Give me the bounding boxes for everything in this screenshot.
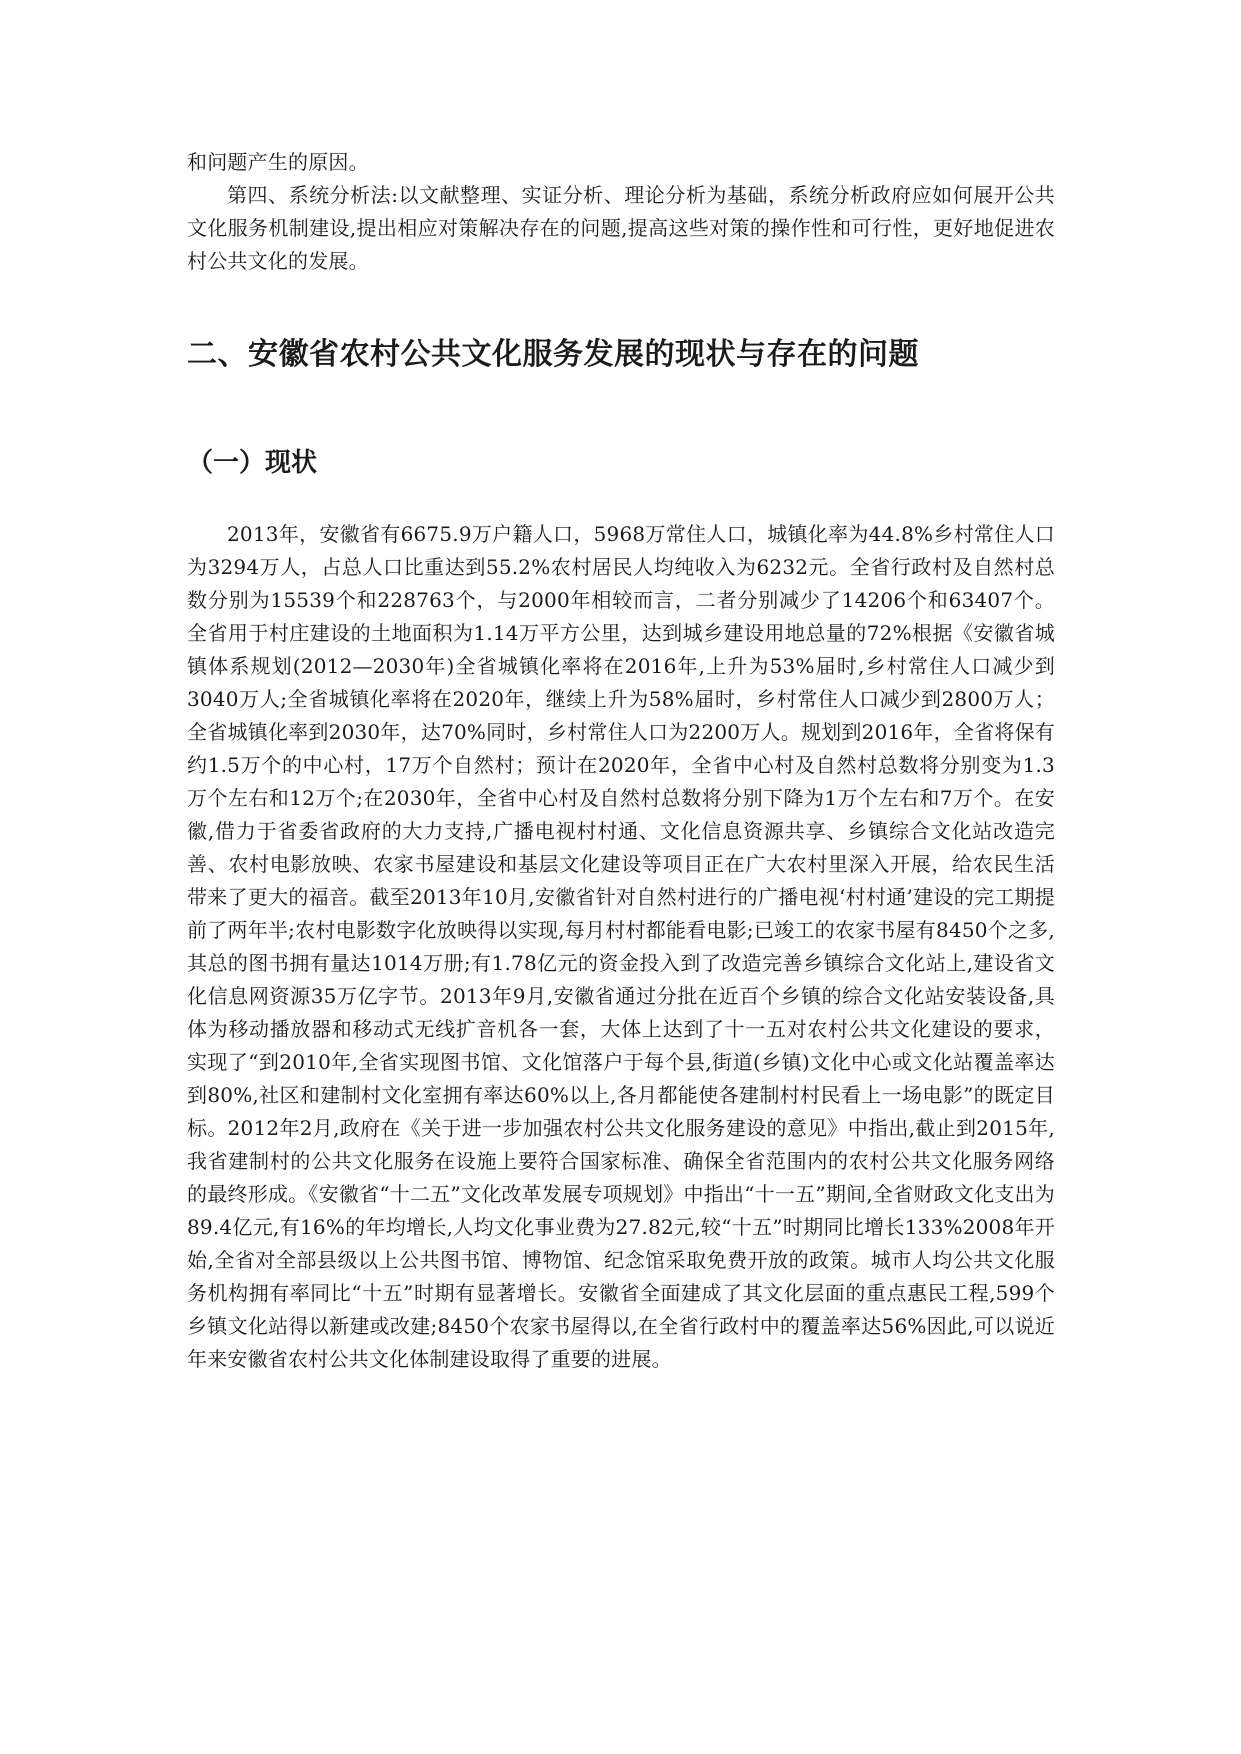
section-heading: 二、安徽省农村公共文化服务发展的现状与存在的问题: [187, 337, 919, 372]
intro-text: [187, 146, 1055, 278]
paragraph-method-four: 第四、系统分析法:以文献整理、实证分析、理论分析为基础，系统分析政府应如何展开公共文化服务机制建设,提出相应对策解决存在的问题,提高这些对策的操作性和可行性，更好地促进农村公共文化的发展。: [187, 183, 1055, 273]
paragraph-continuation: 和问题产生的原因。: [187, 150, 369, 174]
subsection-heading: （一）现状: [187, 448, 318, 478]
body-text: [187, 518, 1055, 1376]
paragraph-current-status: 2013年，安徽省有6675.9万户籍人口，5968万常住人口，城镇化率为44.8%乡村常住人口为3294万人，占总人口比重达到55.2%农村居民人均纯收入为6232元。全省行政村及自然村总数分别为15539个和228763个，与2000年相较而言，二者分别减少了14206个和63407个。全省用于村庄建设的土地面积为1.14万平方公里，达到城乡建设用地总量的72%根据《安徽省城镇体系规划(2012—2030年)全省城镇化率将在2016年,上升为53%届时,乡村常住人口减少到3040万人;全省城镇化率将在2020年，继续上升为58%届时，乡村常住人口减少到2800万人；全省城镇化率到2030年，达70%同时，乡村常住人口为2200万人。规划到2016年，全省将保有约1.5万个的中心村，17万个自然村；预计在2020年，全省中心村及自然村总数将分别变为1.3万个左右和12万个;在2030年，全省中心村及自然村总数将分别下降为1万个左右和7万个。在安徽,借力于省委省政府的大力支持,广播电视村村通、文化信息资源共享、乡镇综合文化站改造完善、农村电影放映、农家书屋建设和基层文化建设等项目正在广大农村里深入开展，给农民生活带来了更大的福音。截至2013年10月,安徽省针对自然村进行的广播电视‘村村通’建设的完工期提前了两年半;农村电影数字化放映得以实现,每月村村都能看电影;已竣工的农家书屋有8450个之多,其总的图书拥有量达1014万册;有1.78亿元的资金投入到了改造完善乡镇综合文化站上,建设省文化信息网资源35万亿字节。2013年9月,安徽省通过分批在近百个乡镇的综合文化站安装设备,具体为移动播放器和移动式无线扩音机各一套，大体上达到了十一五对农村公共文化建设的要求，实现了“到2010年,全省实现图书馆、文化馆落户于每个县,街道(乡镇)文化中心或文化站覆盖率达到80%,社区和建制村文化室拥有率达60%以上,各月都能使各建制村村民看上一场电影”的既定目标。2012年2月,政府在《关于进一步加强农村公共文化服务建设的意见》中指出,截止到2015年,我省建制村的公共文化服务在设施上要符合国家标准、确保全省范围内的农村公共文化服务网络的最终形成。《安徽省“十二五”文化改革发展专项规划》中指出“十一五”期间,全省财政文化支出为89.4亿元,有16%的年均增长,人均文化事业费为27.82元,较“十五”时期同比增长133%2008年开始,全省对全部县级以上公共图书馆、博物馆、纪念馆采取免费开放的政策。城市人均公共文化服务机构拥有率同比“十五”时期有显著增长。安徽省全面建成了其文化层面的重点惠民工程,599个乡镇文化站得以新建或改建;8450个农家书屋得以,在全省行政村中的覆盖率达56%因此,可以说近年来安徽省农村公共文化体制建设取得了重要的进展。: [187, 522, 1055, 1371]
